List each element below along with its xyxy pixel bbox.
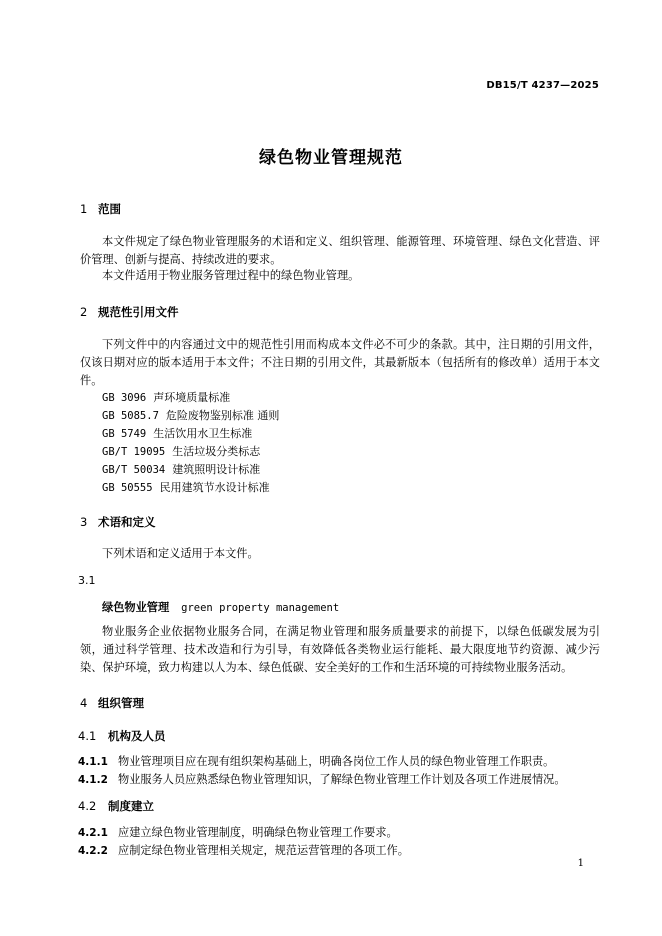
section-1-heading: [80, 201, 121, 217]
reference-item: [102, 425, 252, 441]
subsection-4-2-heading: [78, 798, 154, 814]
section-title: 范围: [98, 202, 121, 216]
section-number: 1: [80, 202, 88, 216]
subsection-4-1-heading: [78, 728, 166, 744]
section-title: 组织管理: [98, 696, 144, 710]
section-1-paragraph-2: 本文件适用于物业服务管理过程中的绿色物业管理。: [102, 269, 360, 282]
document-title: 绿色物业管理规范: [259, 148, 403, 168]
clause-item: [78, 824, 398, 840]
reference-name: 建筑照明设计标准: [172, 463, 261, 476]
reference-name: 声环境质量标准: [153, 391, 231, 404]
reference-item: [102, 443, 260, 459]
clause-item-number: 4.1.2: [78, 774, 108, 786]
section-2-paragraph: 下列文件中的内容通过文中的规范性引用而构成本文件必不可少的条款。其中，注日期的引用文件，仅该日期对应的版本适用于本文件；不注日期的引用文件，其最新版本（包括所有的修改单）适用于本文件。: [80, 338, 600, 387]
section-number: 3: [80, 515, 88, 529]
reference-code: GB/T 50034: [102, 464, 166, 476]
subsection-number: 4.1: [78, 729, 97, 743]
reference-name: 危险废物鉴别标准 通则: [165, 409, 280, 422]
clause-item-text: 物业管理项目应在现有组织架构基础上，明确各岗位工作人员的绿色物业管理工作职责。: [118, 755, 555, 768]
clause-item-number: 4.1.1: [78, 756, 108, 768]
clause-item-number: 4.2.2: [78, 845, 108, 857]
reference-name: 生活饮用水卫生标准: [153, 427, 253, 440]
section-2-heading: [80, 304, 179, 320]
subsection-title: 制度建立: [108, 799, 154, 813]
section-4-heading: [80, 695, 144, 711]
page-number: 1: [577, 858, 584, 869]
reference-code: GB 5749: [102, 428, 147, 440]
section-1-paragraph-1: 本文件规定了绿色物业管理服务的术语和定义、组织管理、能源管理、环境管理、绿色文化营造、评价管理、创新与提高、持续改进的要求。: [80, 235, 600, 266]
section-title: 术语和定义: [98, 515, 156, 529]
section-number: 2: [80, 305, 88, 319]
section-3-paragraph: 下列术语和定义适用于本文件。: [102, 547, 259, 560]
section-title: 规范性引用文件: [98, 305, 179, 319]
subsection-number: 4.2: [78, 799, 97, 813]
term-definition: 物业服务企业依据物业服务合同，在满足物业管理和服务质量要求的前提下，以绿色低碳发展为引领，通过科学管理、技术改造和行为引导，有效降低各类物业运行能耗、最大限度地节约资源、减少污染、保护环境，致力构建以人为本、绿色低碳、安全美好的工作和生活环境的可持续物业服务活动。: [80, 625, 600, 674]
clause-item-text: 应建立绿色物业管理制度，明确绿色物业管理工作要求。: [118, 826, 398, 839]
reference-name: 生活垃圾分类标志: [172, 445, 261, 458]
reference-item: [102, 461, 260, 477]
clause-item: [78, 842, 409, 858]
subsection-title: 机构及人员: [108, 729, 166, 743]
reference-code: GB 50555: [102, 482, 153, 494]
section-3-heading: [80, 514, 156, 530]
clause-item-number: 4.2.1: [78, 827, 108, 839]
clause-item-text: 物业服务人员应熟悉绿色物业管理知识，了解绿色物业管理工作计划及各项工作进展情况。: [118, 773, 566, 786]
clause-number: 3.1: [78, 574, 96, 587]
reference-code: GB 5085.7: [102, 410, 159, 422]
document-code: DB15/T 4237—2025: [486, 80, 599, 91]
reference-code: GB/T 19095: [102, 446, 166, 458]
reference-name: 民用建筑节水设计标准: [159, 481, 270, 494]
term-english: green property management: [181, 602, 340, 614]
clause-item: [78, 771, 566, 787]
reference-item: [102, 389, 230, 405]
section-number: 4: [80, 696, 88, 710]
term-chinese: 绿色物业管理: [102, 601, 170, 614]
clause-item: [78, 753, 554, 769]
clause-item-text: 应制定绿色物业管理相关规定，规范运营管理的各项工作。: [118, 844, 409, 857]
reference-item: [102, 479, 270, 495]
reference-item: [102, 407, 279, 423]
reference-code: GB 3096: [102, 392, 147, 404]
term-entry: [102, 599, 339, 615]
